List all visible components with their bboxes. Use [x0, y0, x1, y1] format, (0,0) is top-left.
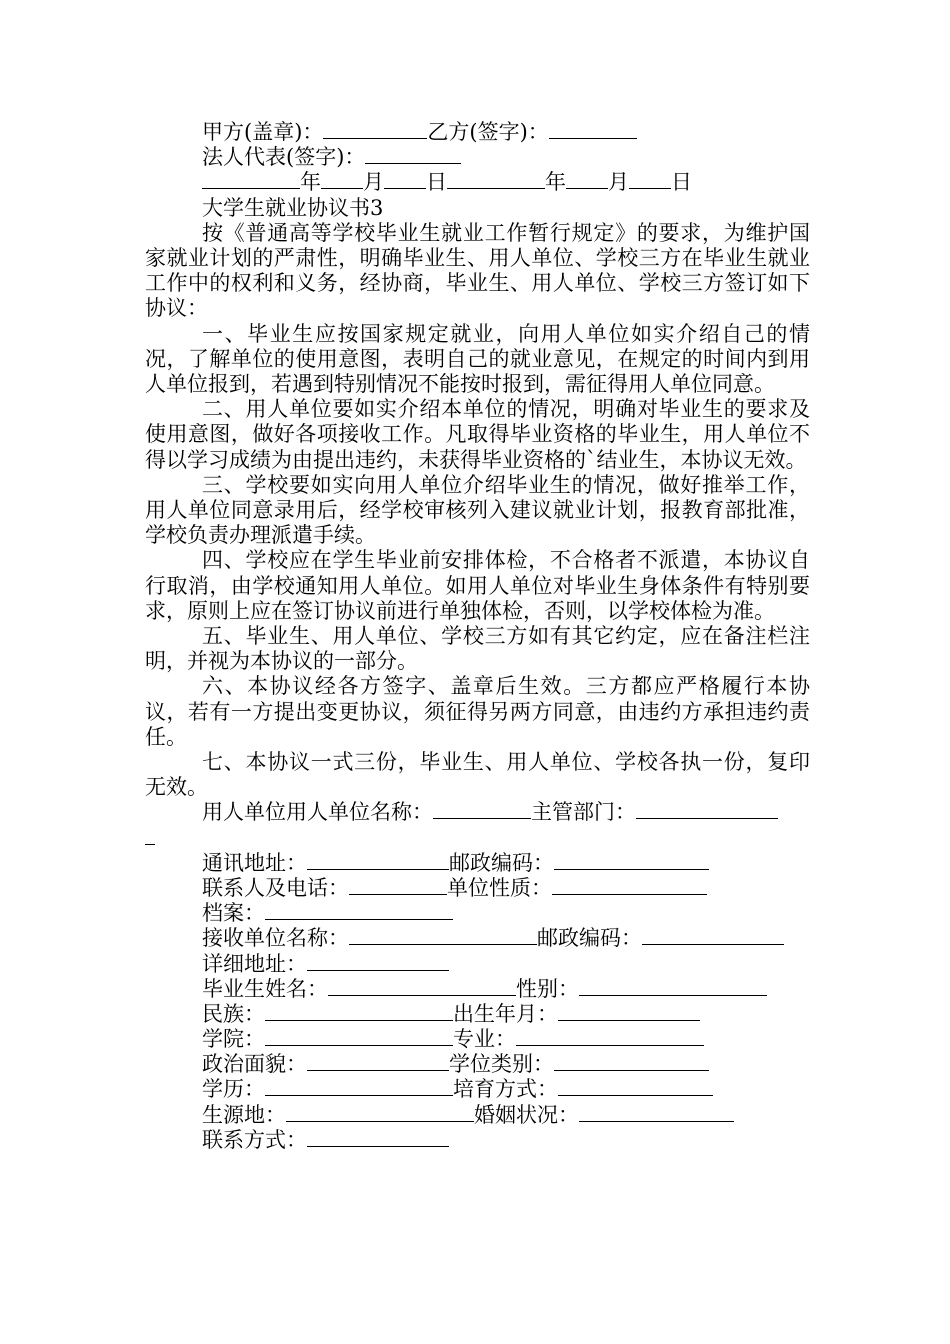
- form-row-graduate: [145, 977, 810, 1002]
- birth-label: 出生年月：: [453, 1001, 558, 1026]
- authority-blank: [636, 801, 778, 819]
- authority-blank-overflow: [145, 827, 155, 845]
- form-row-education: [145, 1077, 810, 1102]
- postcode-label: 邮政编码：: [449, 850, 554, 875]
- party-b-label: 乙方(签字)：: [427, 120, 549, 144]
- postcode2-blank: [642, 927, 784, 945]
- degree-label: 学位类别：: [449, 1052, 554, 1077]
- ethnicity-blank: [265, 1003, 453, 1021]
- degree-blank: [554, 1053, 709, 1071]
- day-blank: [384, 171, 426, 189]
- form-row-ethnicity: [145, 1002, 810, 1027]
- year-blank: [202, 171, 300, 189]
- form-row-archive: [145, 901, 810, 926]
- form-row-contact-method: [145, 1128, 810, 1153]
- form-row-employer: [145, 800, 810, 825]
- day-label: 日: [426, 170, 447, 195]
- month-label: 月: [363, 170, 384, 195]
- address-label: 通讯地址：: [202, 850, 307, 875]
- receiving-unit-label: 接收单位名称：: [202, 926, 349, 951]
- form-row-origin: [145, 1103, 810, 1128]
- form-row-politics: [145, 1052, 810, 1077]
- employer-name-blank: [433, 801, 531, 819]
- contact-phone-label: 联系人及电话：: [202, 875, 349, 900]
- college-label: 学院：: [202, 1027, 265, 1052]
- detail-address-blank: [307, 953, 449, 971]
- clause-1: 一、毕业生应按国家规定就业，向用人单位如实介绍自己的情况，了解单位的使用意图，表明自己的就业意见，在规定的时间内到用人单位报到，若遇到特别情况不能按时报到，需征得用人单位同意。: [145, 321, 810, 396]
- month-label-2: 月: [608, 170, 629, 195]
- date-line: [145, 170, 810, 195]
- day-label-2: 日: [671, 170, 692, 195]
- year-label: 年: [300, 170, 321, 195]
- gender-blank: [579, 978, 767, 996]
- unit-type-label: 单位性质：: [447, 875, 552, 900]
- archive-blank: [265, 902, 453, 920]
- graduate-name-blank: [328, 978, 516, 996]
- detail-address-label: 详细地址：: [202, 951, 307, 976]
- document-heading: 大学生就业协议书3: [202, 195, 384, 220]
- postcode2-label: 邮政编码：: [537, 926, 642, 951]
- document-page: [145, 120, 810, 1153]
- employer-name-label: 用人单位用人单位名称：: [202, 800, 433, 825]
- marital-label: 婚姻状况：: [474, 1102, 579, 1127]
- intro-paragraph: 按《普通高等学校毕业生就业工作暂行规定》的要求，为维护国家就业计划的严肃性，明确毕业生、用人单位、学校三方在毕业生就业工作中的权利和义务，经协商，毕业生、用人单位、学校三方签订如下协议：: [145, 220, 810, 321]
- authority-label: 主管部门：: [531, 800, 636, 825]
- form-row-address: [145, 851, 810, 876]
- form-row-college: [145, 1027, 810, 1052]
- form-row-detail-address: [145, 952, 810, 977]
- party-b-blank: [549, 121, 637, 139]
- signature-line-parties: [145, 120, 810, 145]
- address-blank: [307, 852, 449, 870]
- form-row-receiving: [145, 926, 810, 951]
- clause-2: 二、用人单位要如实介绍本单位的情况，明确对毕业生的要求及使用意图，做好各项接收工作。凡取得毕业资格的毕业生，用人单位不得以学习成绩为由提出违约，未获得毕业资格的`结业生，本协议无效。: [145, 397, 810, 472]
- unit-type-blank: [552, 877, 707, 895]
- origin-label: 生源地：: [202, 1102, 286, 1127]
- major-label: 专业：: [453, 1027, 516, 1052]
- form-row-contact: [145, 876, 810, 901]
- party-a-label: 甲方(盖章)：: [202, 120, 324, 144]
- month-blank-2: [566, 171, 608, 189]
- clause-3: 三、学校要如实向用人单位介绍毕业生的情况，做好推举工作，用人单位同意录用后，经学校审核列入建议就业计划，报教育部批准，学校负责办理派遣手续。: [145, 472, 810, 548]
- ethnicity-label: 民族：: [202, 1001, 265, 1026]
- education-label: 学历：: [202, 1077, 265, 1102]
- graduate-name-label: 毕业生姓名：: [202, 976, 328, 1001]
- college-blank: [265, 1028, 453, 1046]
- marital-blank: [579, 1104, 734, 1122]
- politics-label: 政治面貌：: [202, 1052, 307, 1077]
- party-a-blank: [323, 121, 427, 139]
- birth-blank: [558, 1003, 700, 1021]
- signature-line-legal-rep: [145, 145, 810, 170]
- major-blank: [516, 1028, 704, 1046]
- year-blank-2: [447, 171, 545, 189]
- month-blank: [321, 171, 363, 189]
- education-blank: [265, 1078, 453, 1096]
- clause-4: 四、学校应在学生毕业前安排体检，不合格者不派遣，本协议自行取消，由学校通知用人单位。如用人单位对毕业生身体条件有特别要求，原则上应在签订协议前进行单独体检，否则，以学校体检为准。: [145, 548, 810, 623]
- contact-method-label: 联系方式：: [202, 1127, 307, 1152]
- archive-label: 档案：: [202, 901, 265, 926]
- gender-label: 性别：: [516, 976, 579, 1001]
- training-label: 培育方式：: [453, 1077, 558, 1102]
- legal-rep-label: 法人代表(签字)：: [202, 145, 366, 170]
- training-blank: [558, 1078, 713, 1096]
- clause-5: 五、毕业生、用人单位、学校三方如有其它约定，应在备注栏注明，并视为本协议的一部分。: [145, 624, 810, 674]
- contact-method-blank: [307, 1129, 449, 1147]
- origin-blank: [286, 1104, 474, 1122]
- postcode-blank: [554, 852, 709, 870]
- day-blank-2: [629, 171, 671, 189]
- receiving-unit-blank: [349, 927, 537, 945]
- legal-rep-blank: [365, 146, 461, 164]
- clause-7: 七、本协议一式三份，毕业生、用人单位、学校各执一份，复印无效。: [145, 750, 810, 800]
- politics-blank: [307, 1053, 449, 1071]
- year-label-2: 年: [545, 170, 566, 195]
- form-row-overflow: [145, 826, 810, 851]
- clause-6: 六、本协议经各方签字、盖章后生效。三方都应严格履行本协议，若有一方提出变更协议，须征得另两方同意，由违约方承担违约责任。: [145, 674, 810, 749]
- contact-phone-blank: [349, 877, 447, 895]
